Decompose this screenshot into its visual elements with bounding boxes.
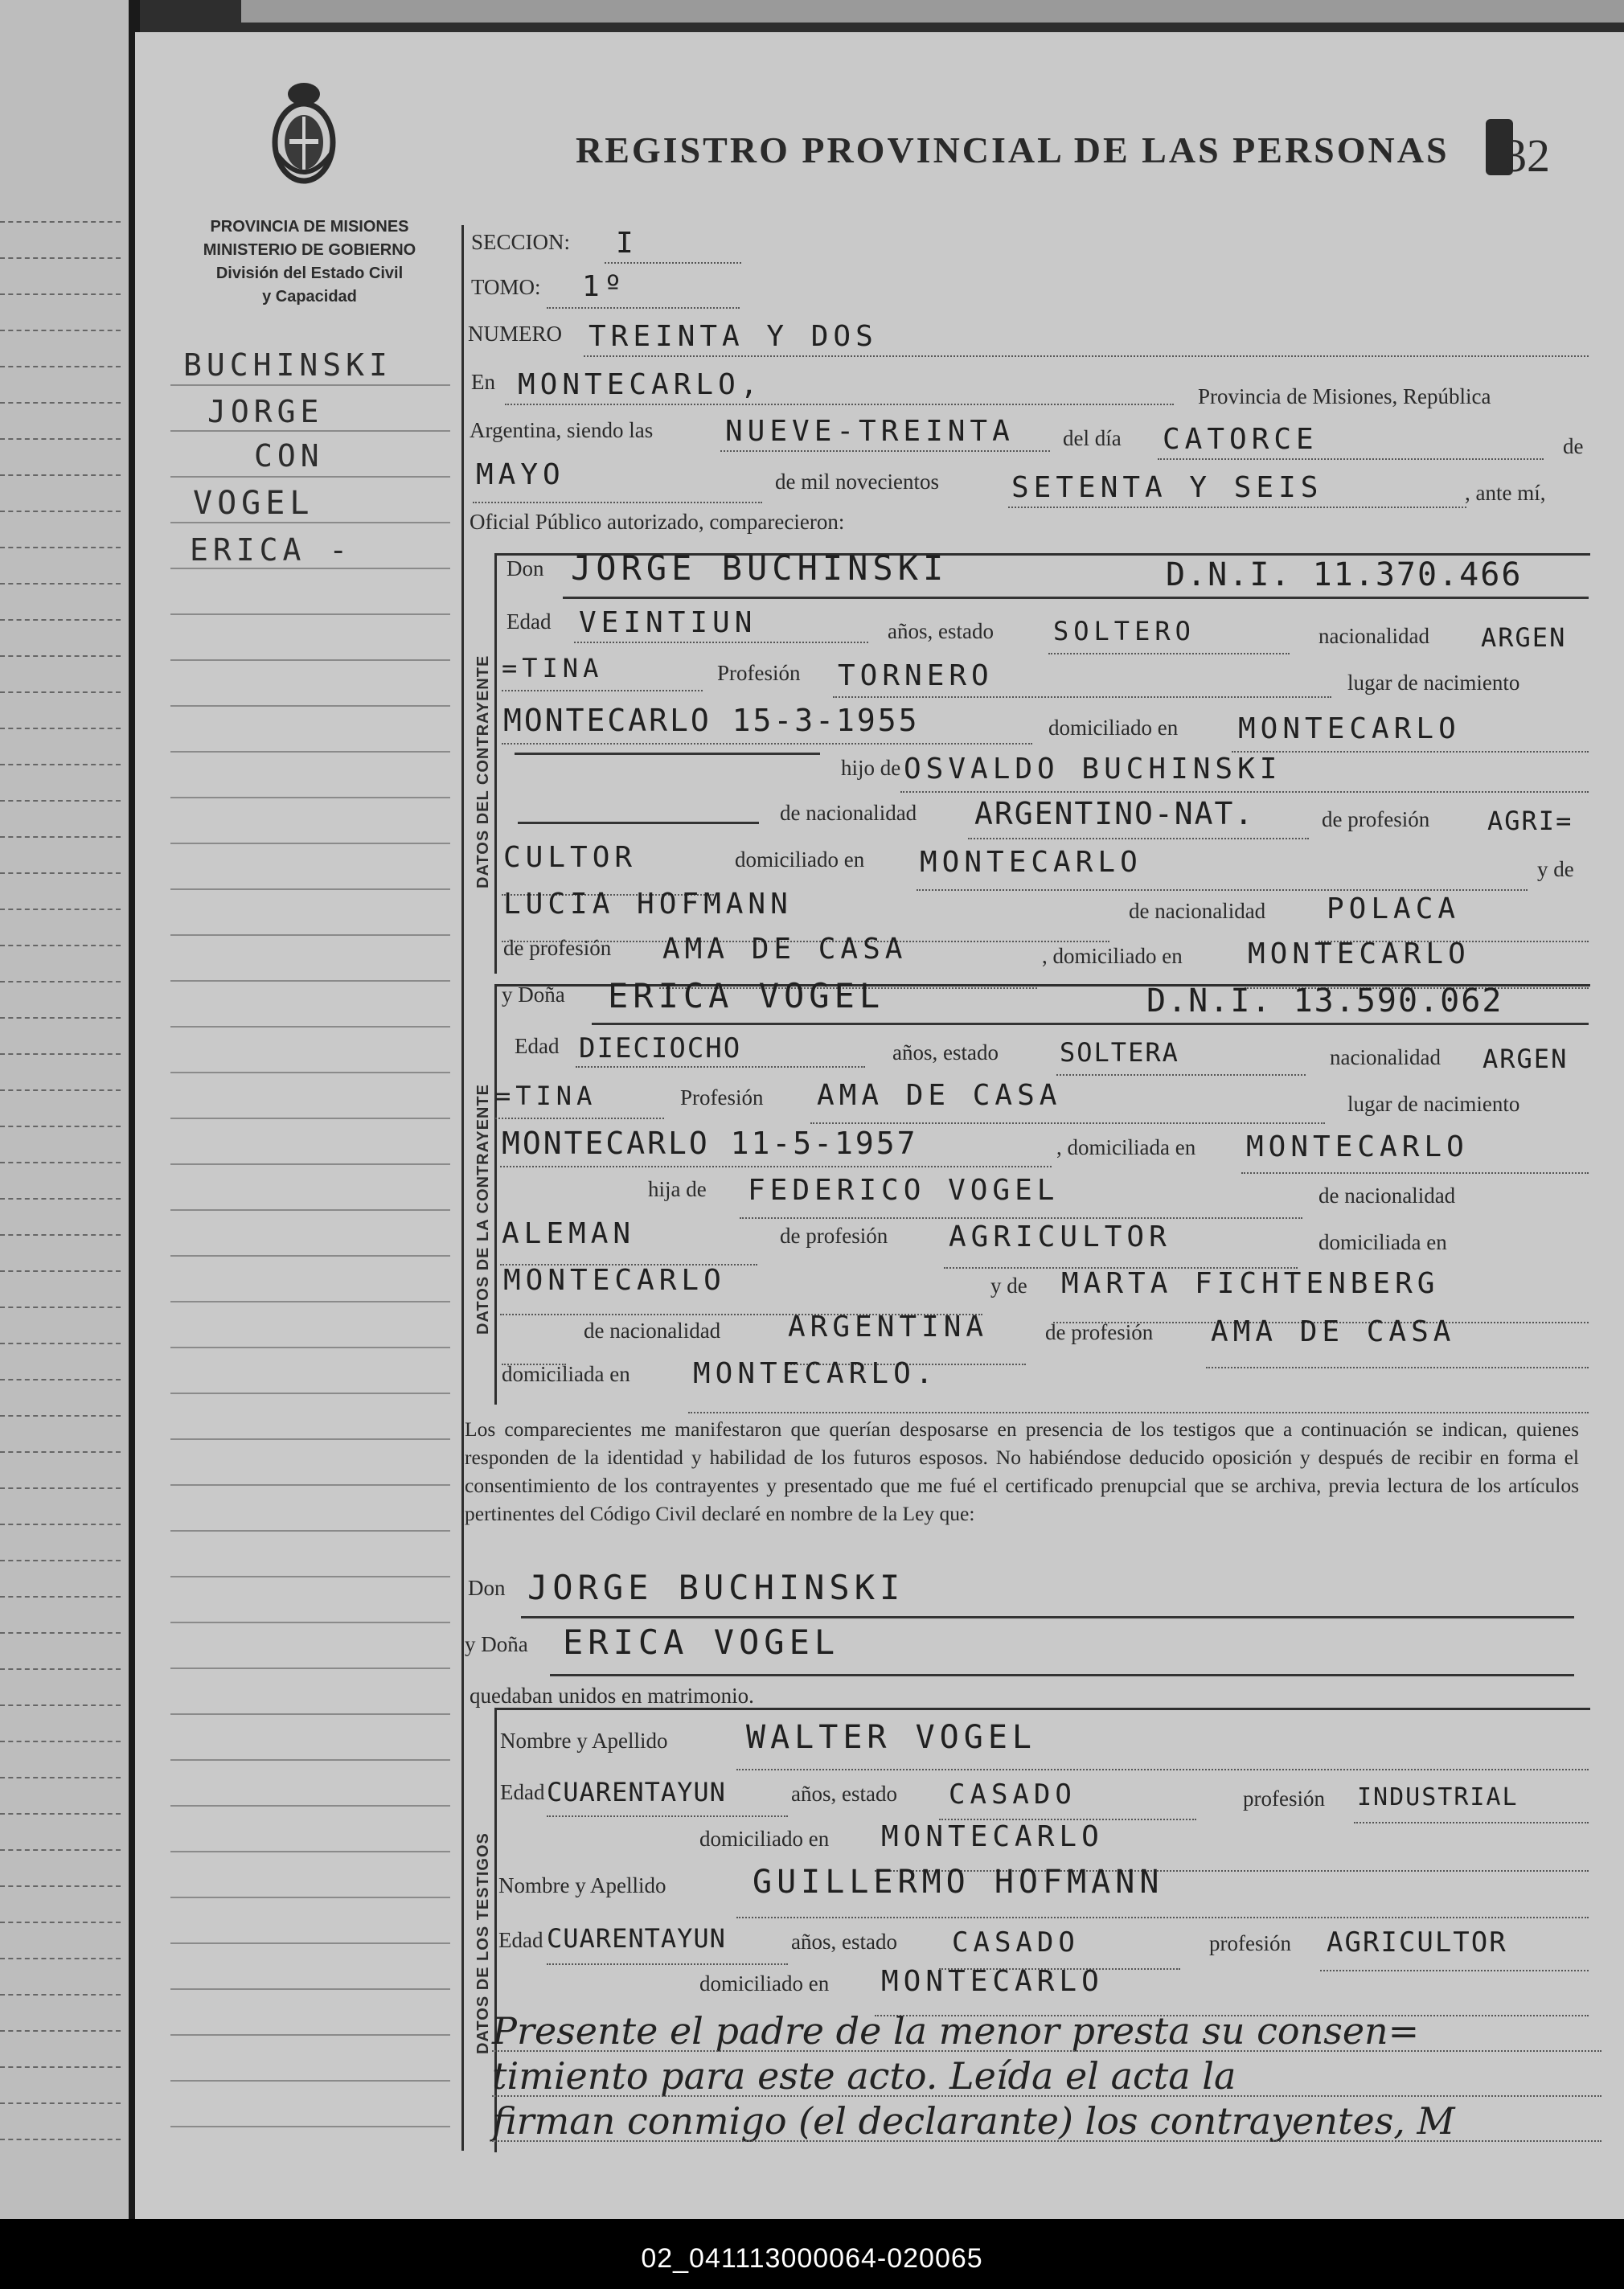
bride-edad-label: Edad	[515, 1034, 560, 1058]
groom-estado: SOLTERO	[1053, 616, 1195, 646]
groom-y-de-label: y de	[1537, 857, 1574, 881]
w2-estado: CASADO	[952, 1926, 1080, 1959]
provincia-text: Provincia de Misiones, República	[1198, 384, 1491, 408]
handwritten-note-line: firman conmigo (el declarante) los contrayentes, M	[492, 2099, 1455, 2143]
groom-madre-prof: AMA DE CASA	[662, 933, 908, 966]
w2-profesion: AGRICULTOR	[1327, 1926, 1507, 1959]
tomo-value: 1º	[582, 270, 627, 303]
bride-y-de-label: y de	[990, 1274, 1027, 1298]
bride-dni: D.N.I. 13.590.062	[1146, 982, 1503, 1019]
groom-edad: VEINTIUN	[579, 606, 757, 639]
page-edge	[241, 0, 1624, 23]
w2-profesion-label: profesión	[1209, 1931, 1291, 1955]
note-rule	[492, 2095, 1601, 2097]
groom-side-label: DATOS DEL CONTRAYENTE	[474, 654, 492, 888]
w2-edad: CUARENTAYUN	[547, 1923, 726, 1954]
don-label: Don	[506, 556, 544, 580]
groom-madre-dom-label: , domiciliado en	[1042, 944, 1183, 968]
bride-anos-label: años, estado	[892, 1040, 999, 1065]
decl-bride: ERICA VOGEL	[563, 1622, 840, 1662]
page-number: 32	[1503, 129, 1550, 182]
w1-edad-label: Edad	[500, 1780, 545, 1804]
margin-note-line: JORGE	[207, 394, 324, 429]
w1-nombre: WALTER VOGEL	[746, 1719, 1036, 1756]
w1-anos-label: años, estado	[791, 1782, 897, 1806]
groom-padre-dom: MONTECARLO	[920, 846, 1142, 879]
bride-madre-dom-label: domiciliada en	[502, 1362, 630, 1386]
scan-identifier: 02_041113000064-020065	[641, 2243, 983, 2274]
mes-value: MAYO	[476, 458, 565, 491]
groom-blank-line	[515, 746, 820, 755]
bride-padre-dom-label: domiciliada en	[1318, 1230, 1447, 1254]
groom-madre-nac-label: de nacionalidad	[1129, 899, 1266, 923]
bride-estado: SOLTERA	[1060, 1037, 1179, 1068]
ante-label: , ante mí,	[1465, 481, 1546, 505]
bride-madre-prof: AMA DE CASA	[1211, 1315, 1456, 1348]
note-rule	[492, 2050, 1601, 2052]
decl-groom: JORGE BUCHINSKI	[527, 1568, 905, 1607]
de-label: de	[1563, 434, 1584, 458]
bride-padre-dom: MONTECARLO	[503, 1264, 726, 1297]
groom-lugar-nac-label: lugar de nacimiento	[1347, 671, 1520, 695]
groom-edad-label: Edad	[506, 609, 552, 634]
bride-nacimiento: MONTECARLO 11-5-1957	[502, 1126, 918, 1161]
groom-domiciliado-label: domiciliado en	[1048, 716, 1179, 740]
bride-domiciliada-label: , domiciliada en	[1056, 1135, 1196, 1159]
form-frame-line	[461, 225, 464, 2151]
tomo-label: TOMO:	[471, 275, 541, 299]
groom-nacimiento: MONTECARLO 15-3-1955	[503, 703, 920, 738]
bride-madre-nac: ARGENTINA	[788, 1311, 989, 1343]
handwritten-note-line: timiento para este acto. Leída el acta la	[492, 2054, 1236, 2098]
w1-estado: CASADO	[949, 1778, 1077, 1811]
left-page	[0, 0, 131, 2219]
groom-padre-prof-a: AGRI=	[1487, 806, 1573, 836]
groom-padre-dom-label: domiciliado en	[735, 847, 865, 872]
margin-note-line: ERICA -	[190, 532, 353, 568]
gov-line: División del Estado Civil	[215, 265, 404, 282]
lugar-value: MONTECARLO,	[518, 368, 763, 401]
bride-name: ERICA VOGEL	[608, 976, 885, 1015]
w2-nombre: GUILLERMO HOFMANN	[753, 1864, 1164, 1901]
groom-profesion: TORNERO	[838, 659, 994, 692]
document-title: REGISTRO PROVINCIAL DE LAS PERSONAS	[576, 129, 1450, 170]
bride-blank-line	[502, 1335, 566, 1365]
bride-domicilio: MONTECARLO	[1246, 1130, 1469, 1163]
seccion-label: SECCION:	[471, 230, 571, 254]
groom-blank-line-2	[518, 815, 759, 824]
hora-value: NUEVE-TREINTA	[725, 415, 1015, 448]
w1-edad: CUARENTAYUN	[547, 1777, 726, 1807]
gov-line: MINISTERIO DE GOBIERNO	[203, 241, 416, 259]
bride-nac-label: nacionalidad	[1330, 1045, 1441, 1069]
w2-anos-label: años, estado	[791, 1930, 897, 1954]
groom-hijo-label: hijo de	[841, 756, 901, 780]
issuing-authority	[173, 215, 446, 309]
declaration-paragraph: Los comparecientes me manifestaron que querían desposarse en presencia de los testigos que a continuación se indican, quienes responden de la identidad y habilidad de los futuros esposos. No habiéndose deducido oposición y después de recibir en forma el consentimiento de los contrayentes y presentado que me fué el certificado prenupcial que se archiva, previa lectura de los artículos pertinentes del Código Civil declaré en nombre de la Ley que:	[465, 1417, 1579, 1525]
w2-edad-label: Edad	[498, 1928, 543, 1952]
w2-dom-label: domiciliado en	[699, 1971, 830, 1996]
w2-nombre-label: Nombre y Apellido	[498, 1873, 666, 1897]
w1-nombre-label: Nombre y Apellido	[500, 1729, 668, 1753]
bride-nac-b-field	[495, 1089, 664, 1119]
decl-closing: quedaban unidos en matrimonio.	[470, 1684, 754, 1708]
bride-edad: DIECIOCHO	[579, 1032, 742, 1065]
en-label: En	[471, 370, 495, 394]
groom-name: JORGE BUCHINSKI	[571, 548, 949, 588]
bride-nacionalidad-b: =TINA	[495, 1081, 597, 1111]
groom-madre: LUCIA HOFMANN	[503, 888, 793, 921]
groom-madre-dom: MONTECARLO	[1248, 937, 1470, 970]
bride-madre-prof-label: de profesión	[1045, 1320, 1154, 1344]
anio-value: SETENTA Y SEIS	[1011, 471, 1323, 504]
groom-nac-b-field	[502, 661, 703, 691]
bride-profesion: AMA DE CASA	[817, 1079, 1062, 1112]
numero-value: TREINTA Y DOS	[588, 320, 878, 353]
w1-profesion: INDUSTRIAL	[1357, 1783, 1519, 1811]
oficial-text: Oficial Público autorizado, comparecieron:	[470, 510, 845, 534]
gov-line: PROVINCIA DE MISIONES	[210, 218, 409, 236]
tomo-field	[547, 278, 740, 309]
bride-padre: FEDERICO VOGEL	[748, 1174, 1060, 1207]
groom-dni: D.N.I. 11.370.466	[1166, 556, 1523, 593]
dona-label: y Doña	[502, 982, 565, 1007]
coat-of-arms-seal	[265, 76, 342, 189]
groom-madre-nac: POLACA	[1327, 892, 1461, 925]
groom-padre-nac-label: de nacionalidad	[780, 801, 917, 825]
groom-nacionalidad-b: =TINA	[502, 653, 604, 683]
bride-padre-prof-label: de profesión	[780, 1224, 888, 1248]
groom-madre-prof-label: de profesión	[503, 936, 612, 960]
groom-nac-label: nacionalidad	[1318, 624, 1429, 648]
bride-hija-label: hija de	[648, 1177, 707, 1201]
bride-side-label: DATOS DE LA CONTRAYENTE	[474, 1084, 492, 1335]
numero-label: NUMERO	[468, 322, 563, 346]
witness-side-label: DATOS DE LOS TESTIGOS	[474, 1832, 492, 2054]
w2-domicilio: MONTECARLO	[881, 1965, 1104, 1998]
groom-padre-nac: ARGENTINO-NAT.	[974, 796, 1255, 831]
groom-padre: OSVALDO BUCHINSKI	[904, 753, 1282, 786]
bride-nacionalidad-a: ARGEN	[1483, 1044, 1569, 1074]
decl-dona-label: y Doña	[465, 1632, 528, 1656]
bride-madre: MARTA FICHTENBERG	[1061, 1267, 1440, 1300]
bride-padre-prof: AGRICULTOR	[949, 1220, 1171, 1253]
w1-domicilio: MONTECARLO	[881, 1820, 1104, 1853]
groom-domicilio: MONTECARLO	[1238, 712, 1461, 745]
w1-profesion-label: profesión	[1243, 1786, 1325, 1811]
margin-note-line: CON	[254, 438, 324, 474]
bride-padre-nac: ALEMAN	[502, 1217, 636, 1250]
note-rule	[492, 2140, 1601, 2142]
mil-label: de mil novecientos	[775, 470, 939, 494]
decl-don-label: Don	[468, 1576, 506, 1600]
bride-padre-nac-label: de nacionalidad	[1318, 1183, 1456, 1208]
w1-dom-label: domiciliado en	[699, 1827, 830, 1851]
groom-padre-prof-b: CULTOR	[503, 841, 638, 874]
groom-nacionalidad-a: ARGEN	[1481, 622, 1567, 653]
groom-profesion-label: Profesión	[717, 661, 801, 685]
bride-profesion-label: Profesión	[680, 1085, 764, 1110]
bride-lugar-nac-label: lugar de nacimiento	[1347, 1092, 1520, 1116]
handwritten-note-line: Presente el padre de la menor presta su consen=	[492, 2009, 1420, 2053]
argentina-label: Argentina, siendo las	[470, 418, 654, 442]
bride-madre-nac-label: de nacionalidad	[584, 1319, 721, 1343]
bride-madre-dom: MONTECARLO.	[693, 1357, 938, 1390]
margin-note-line: BUCHINSKI	[183, 347, 392, 383]
dia-value: CATORCE	[1163, 423, 1318, 456]
groom-anos-label: años, estado	[888, 619, 994, 643]
del-dia-label: del día	[1063, 426, 1122, 450]
groom-padre-prof-label: de profesión	[1322, 807, 1430, 831]
seccion-value: I	[616, 227, 638, 260]
gov-line: y Capacidad	[262, 288, 357, 306]
margin-note-line: VOGEL	[193, 485, 314, 522]
